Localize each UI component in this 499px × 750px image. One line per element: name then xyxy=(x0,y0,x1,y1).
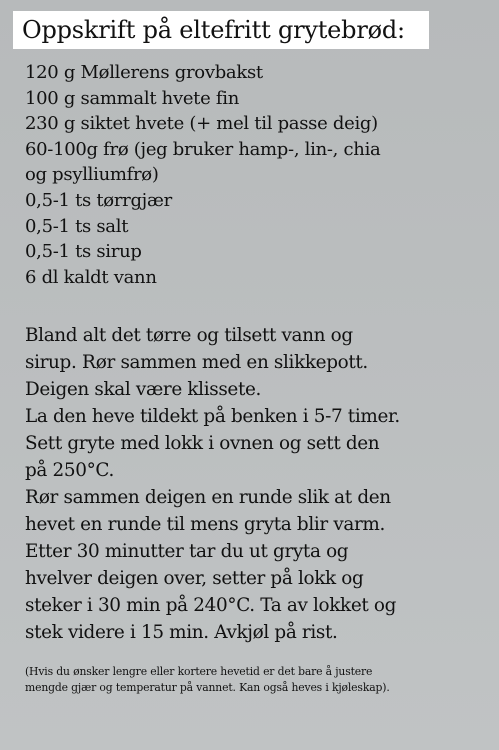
footnote-line: mengde gjær og temperatur på vannet. Kan også heves i kjøleskap). xyxy=(25,681,390,694)
footnote-line: (Hvis du ønsker lengre eller kortere hevetid er det bare å justere xyxy=(25,665,373,678)
ingredient-line: 0,5-1 ts sirup xyxy=(25,241,142,263)
instruction-line: Deigen skal være klissete. xyxy=(25,379,262,400)
instruction-line: hevet en runde til mens gryta blir varm. xyxy=(25,514,386,535)
instruction-line: hvelver deigen over, setter på lokk og xyxy=(25,568,364,589)
ingredient-line: 6 dl kaldt vann xyxy=(25,266,157,288)
ingredient-line: 0,5-1 ts salt xyxy=(25,215,129,237)
instruction-line: Etter 30 minutter tar du ut gryta og xyxy=(25,541,349,562)
footnote xyxy=(25,664,487,696)
instructions-paragraph xyxy=(25,322,490,646)
ingredient-line: 0,5-1 ts tørrgjær xyxy=(25,189,172,211)
instruction-line: stek videre i 15 min. Avkjøl på rist. xyxy=(25,622,338,643)
instruction-line: steker i 30 min på 240°C. Ta av lokket og xyxy=(25,595,397,616)
instruction-line: på 250°C. xyxy=(25,460,114,481)
instruction-line: Rør sammen deigen en runde slik at den xyxy=(25,487,391,508)
page-title: Oppskrift på eltefritt grytebrød: xyxy=(22,16,405,44)
ingredient-line: og psylliumfrø) xyxy=(25,164,159,186)
instruction-line: La den heve tildekt på benken i 5-7 timer. xyxy=(25,406,400,427)
instruction-line: Sett gryte med lokk i ovnen og sett den xyxy=(25,433,380,454)
ingredient-line: 120 g Møllerens grovbakst xyxy=(25,62,263,83)
ingredient-line: 230 g siktet hvete (+ mel til passe deig) xyxy=(25,113,378,135)
instruction-line: sirup. Rør sammen med en slikkepott. xyxy=(25,352,368,373)
ingredient-list xyxy=(25,60,485,290)
ingredient-line: 60-100g frø (jeg bruker hamp-, lin-, chia xyxy=(25,138,381,160)
instruction-line: Bland alt det tørre og tilsett vann og xyxy=(25,325,353,346)
ingredient-line: 100 g sammalt hvete fin xyxy=(25,87,240,109)
title-banner xyxy=(13,11,429,49)
